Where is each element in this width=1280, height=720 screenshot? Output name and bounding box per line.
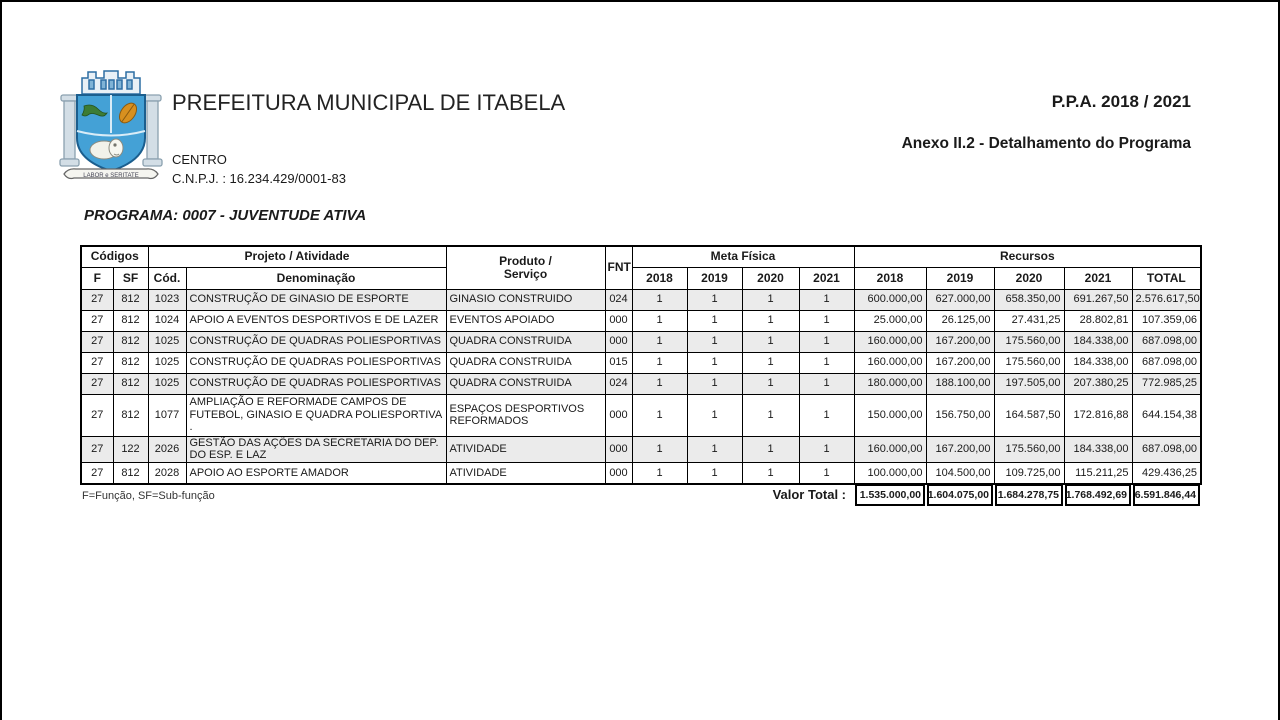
annex-title: Anexo II.2 - Detalhamento do Programa (901, 135, 1191, 152)
cell-produto: QUADRA CONSTRUIDA (446, 373, 605, 394)
cell-rec-2018: 160.000,00 (854, 331, 926, 352)
cell-rec-2019: 167.200,00 (926, 331, 994, 352)
table-row (81, 331, 1201, 352)
header-meta-fisica: Meta Física (632, 246, 854, 267)
cell-sf: 812 (113, 462, 148, 484)
cell-rec-2021: 184.338,00 (1064, 331, 1132, 352)
cell-fnt: 015 (605, 352, 632, 373)
cell-produto: EVENTOS APOIADO (446, 310, 605, 331)
cell-meta-2018: 1 (632, 289, 687, 310)
coat-of-arms-icon (58, 68, 164, 190)
cell-rec-total: 644.154,38 (1132, 394, 1201, 436)
cell-meta-2019: 1 (687, 310, 742, 331)
cell-meta-2018: 1 (632, 394, 687, 436)
cell-cod: 1077 (148, 394, 186, 436)
cell-meta-2018: 1 (632, 331, 687, 352)
table-row (81, 373, 1201, 394)
cell-meta-2018: 1 (632, 373, 687, 394)
cell-rec-2020: 27.431,25 (994, 310, 1064, 331)
header-sf: SF (113, 267, 148, 289)
cell-rec-total: 687.098,00 (1132, 352, 1201, 373)
cell-produto: QUADRA CONSTRUIDA (446, 352, 605, 373)
cell-f: 27 (81, 310, 113, 331)
cell-meta-2019: 1 (687, 436, 742, 462)
cell-rec-2021: 115.211,25 (1064, 462, 1132, 484)
cell-cod: 1023 (148, 289, 186, 310)
cell-rec-total: 772.985,25 (1132, 373, 1201, 394)
header-fnt: FNT (605, 246, 632, 289)
cell-rec-2019: 104.500,00 (926, 462, 994, 484)
program-title: PROGRAMA: 0007 - JUVENTUDE ATIVA (84, 207, 367, 224)
cell-rec-2018: 160.000,00 (854, 352, 926, 373)
header-projeto-atividade: Projeto / Atividade (148, 246, 446, 267)
cell-meta-2018: 1 (632, 310, 687, 331)
cell-rec-total: 687.098,00 (1132, 331, 1201, 352)
header-rec-total: TOTAL (1132, 267, 1201, 289)
cell-rec-total: 687.098,00 (1132, 436, 1201, 462)
cell-rec-2020: 197.505,00 (994, 373, 1064, 394)
cell-denominacao: CONSTRUÇÃO DE GINASIO DE ESPORTE (186, 289, 446, 310)
cell-produto: ATIVIDADE (446, 462, 605, 484)
cell-produto: GINASIO CONSTRUIDO (446, 289, 605, 310)
cell-f: 27 (81, 289, 113, 310)
cell-meta-2021: 1 (799, 331, 854, 352)
cell-cod: 1024 (148, 310, 186, 331)
cell-meta-2021: 1 (799, 352, 854, 373)
total-value: 1.604.075,00 (927, 484, 993, 506)
cell-meta-2020: 1 (742, 310, 799, 331)
cell-rec-2020: 175.560,00 (994, 436, 1064, 462)
header-meta-2021: 2021 (799, 267, 854, 289)
cell-meta-2019: 1 (687, 373, 742, 394)
cell-meta-2020: 1 (742, 462, 799, 484)
cell-fnt: 000 (605, 436, 632, 462)
valor-total-label: Valor Total : (772, 487, 846, 502)
header-meta-2020: 2020 (742, 267, 799, 289)
cell-rec-2021: 207.380,25 (1064, 373, 1132, 394)
cell-sf: 812 (113, 310, 148, 331)
cell-cod: 1025 (148, 352, 186, 373)
cell-rec-total: 107.359,06 (1132, 310, 1201, 331)
cell-meta-2020: 1 (742, 436, 799, 462)
cell-meta-2020: 1 (742, 373, 799, 394)
header-recursos: Recursos (854, 246, 1201, 267)
cell-rec-2021: 172.816,88 (1064, 394, 1132, 436)
cell-fnt: 000 (605, 394, 632, 436)
cell-rec-2021: 184.338,00 (1064, 436, 1132, 462)
cell-fnt: 000 (605, 310, 632, 331)
cell-rec-2021: 184.338,00 (1064, 352, 1132, 373)
header-f: F (81, 267, 113, 289)
cell-rec-2021: 28.802,81 (1064, 310, 1132, 331)
municipality-logo (58, 68, 164, 195)
cell-rec-2018: 25.000,00 (854, 310, 926, 331)
cell-produto: ATIVIDADE (446, 436, 605, 462)
logo-motto: LABOR e SERITATE (83, 173, 139, 179)
cell-meta-2020: 1 (742, 331, 799, 352)
cell-rec-2020: 175.560,00 (994, 352, 1064, 373)
cell-f: 27 (81, 462, 113, 484)
cell-cod: 2028 (148, 462, 186, 484)
cell-rec-2018: 150.000,00 (854, 394, 926, 436)
cell-rec-2019: 188.100,00 (926, 373, 994, 394)
ppa-period: P.P.A. 2018 / 2021 (1051, 92, 1191, 111)
org-district: CENTRO (172, 152, 227, 167)
cell-meta-2021: 1 (799, 310, 854, 331)
cell-sf: 122 (113, 436, 148, 462)
cell-meta-2021: 1 (799, 373, 854, 394)
cell-meta-2018: 1 (632, 462, 687, 484)
cell-rec-total: 2.576.617,50 (1132, 289, 1201, 310)
table-row (81, 394, 1201, 436)
cell-meta-2020: 1 (742, 289, 799, 310)
legend-footnote: F=Função, SF=Sub-função (82, 490, 215, 502)
cell-rec-2018: 160.000,00 (854, 436, 926, 462)
cell-denominacao: CONSTRUÇÃO DE QUADRAS POLIESPORTIVAS (186, 331, 446, 352)
cell-cod: 1025 (148, 331, 186, 352)
cell-meta-2021: 1 (799, 289, 854, 310)
header-meta-2019: 2019 (687, 267, 742, 289)
total-value: 6.591.846,44 (1133, 484, 1200, 506)
table-row (81, 436, 1201, 462)
cell-sf: 812 (113, 331, 148, 352)
cell-rec-2021: 691.267,50 (1064, 289, 1132, 310)
cell-meta-2018: 1 (632, 352, 687, 373)
header-rec-2019: 2019 (926, 267, 994, 289)
cell-produto: QUADRA CONSTRUIDA (446, 331, 605, 352)
cell-rec-2018: 100.000,00 (854, 462, 926, 484)
cell-f: 27 (81, 373, 113, 394)
cell-denominacao: GESTÃO DAS AÇÕES DA SECRETARIA DO DEP. DO ESP. E LAZ (186, 436, 446, 462)
cell-cod: 2026 (148, 436, 186, 462)
table-row (81, 310, 1201, 331)
total-value: 1.684.278,75 (995, 484, 1063, 506)
header-cod: Cód. (148, 267, 186, 289)
cell-meta-2020: 1 (742, 352, 799, 373)
cell-meta-2019: 1 (687, 394, 742, 436)
org-title: PREFEITURA MUNICIPAL DE ITABELA (172, 90, 566, 115)
org-cnpj: C.N.P.J. : 16.234.429/0001-83 (172, 171, 346, 186)
header-codigos: Códigos (81, 246, 148, 267)
cell-rec-2020: 109.725,00 (994, 462, 1064, 484)
header-produto-servico: Produto / Serviço (446, 246, 605, 289)
cell-meta-2021: 1 (799, 462, 854, 484)
cell-denominacao: CONSTRUÇÃO DE QUADRAS POLIESPORTIVAS (186, 352, 446, 373)
cell-sf: 812 (113, 289, 148, 310)
cell-rec-2020: 658.350,00 (994, 289, 1064, 310)
header-rec-2020: 2020 (994, 267, 1064, 289)
cell-sf: 812 (113, 352, 148, 373)
cell-denominacao: AMPLIAÇÃO E REFORMADE CAMPOS DE FUTEBOL, GINASIO E QUADRA POLIESPORTIVA . (186, 394, 446, 436)
cell-denominacao: APOIO AO ESPORTE AMADOR (186, 462, 446, 484)
cell-sf: 812 (113, 373, 148, 394)
cell-fnt: 000 (605, 331, 632, 352)
cell-sf: 812 (113, 394, 148, 436)
cell-rec-2019: 167.200,00 (926, 436, 994, 462)
cell-fnt: 024 (605, 289, 632, 310)
cell-fnt: 000 (605, 462, 632, 484)
cell-rec-2019: 156.750,00 (926, 394, 994, 436)
total-value: 1.768.492,69 (1065, 484, 1131, 506)
program-detail-table (80, 245, 1202, 485)
header-rec-2021: 2021 (1064, 267, 1132, 289)
cell-produto: ESPAÇOS DESPORTIVOS REFORMADOS (446, 394, 605, 436)
header-denominacao: Denominação (186, 267, 446, 289)
cell-meta-2019: 1 (687, 462, 742, 484)
cell-rec-2018: 180.000,00 (854, 373, 926, 394)
cell-rec-2019: 167.200,00 (926, 352, 994, 373)
cell-meta-2018: 1 (632, 436, 687, 462)
cell-meta-2021: 1 (799, 394, 854, 436)
table-row (81, 352, 1201, 373)
header-rec-2018: 2018 (854, 267, 926, 289)
cell-fnt: 024 (605, 373, 632, 394)
cell-rec-total: 429.436,25 (1132, 462, 1201, 484)
table-row (81, 289, 1201, 310)
header-meta-2018: 2018 (632, 267, 687, 289)
cell-rec-2019: 627.000,00 (926, 289, 994, 310)
cell-denominacao: CONSTRUÇÃO DE QUADRAS POLIESPORTIVAS (186, 373, 446, 394)
cell-meta-2019: 1 (687, 289, 742, 310)
cell-cod: 1025 (148, 373, 186, 394)
total-value: 1.535.000,00 (855, 484, 925, 506)
cell-f: 27 (81, 436, 113, 462)
cell-meta-2019: 1 (687, 331, 742, 352)
cell-rec-2020: 164.587,50 (994, 394, 1064, 436)
cell-f: 27 (81, 331, 113, 352)
cell-denominacao: APOIO A EVENTOS DESPORTIVOS E DE LAZER (186, 310, 446, 331)
cell-f: 27 (81, 394, 113, 436)
cell-meta-2019: 1 (687, 352, 742, 373)
cell-meta-2020: 1 (742, 394, 799, 436)
cell-meta-2021: 1 (799, 436, 854, 462)
cell-rec-2020: 175.560,00 (994, 331, 1064, 352)
cell-rec-2019: 26.125,00 (926, 310, 994, 331)
total-row (80, 483, 1200, 506)
table-row (81, 462, 1201, 484)
cell-f: 27 (81, 352, 113, 373)
cell-rec-2018: 600.000,00 (854, 289, 926, 310)
